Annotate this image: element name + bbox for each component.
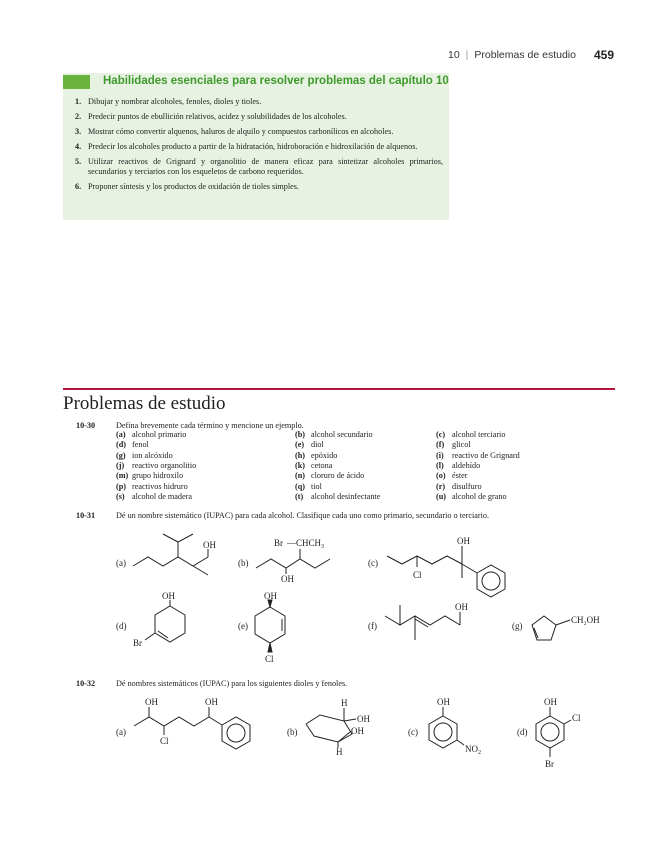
term-letter: (q): [295, 481, 306, 491]
term-text: tiol: [311, 481, 322, 491]
term-letter: (a): [116, 430, 126, 439]
term-text: cetona: [311, 460, 333, 470]
term-letter: (c): [436, 430, 446, 439]
term-text: diol: [311, 440, 324, 450]
term-letter: (g): [116, 450, 126, 460]
atom-label: OH: [457, 536, 470, 546]
subscript: 2: [478, 750, 481, 756]
term-letter: (d): [116, 440, 127, 450]
problem-text: Defina brevemente cada término y mencione un ejemplo.: [116, 421, 304, 430]
atom-label: OH: [455, 602, 468, 612]
term-text: alcohol secundario: [311, 430, 373, 439]
equatorial-bond: [338, 732, 350, 742]
problem-number: 10-31: [76, 511, 96, 520]
structure-label: (g): [512, 621, 523, 631]
header-separator: |: [465, 49, 469, 61]
atom-label: CH₂OH: [571, 615, 600, 625]
atom-label: OH: [357, 714, 370, 724]
atom-label: Br: [133, 638, 142, 648]
term-text: alcohol terciario: [452, 430, 506, 439]
problem-number: 10-32: [76, 679, 96, 688]
atom-label: —CHCH: [287, 538, 322, 548]
structure-label: (d): [116, 621, 127, 631]
structure-label: (f): [368, 621, 377, 631]
skill-number: 5.: [75, 157, 82, 166]
wedge-bond: [268, 600, 272, 607]
atom-label: Cl: [572, 713, 581, 723]
term-text: éster: [452, 471, 468, 481]
term-text: reactivo organolitio: [132, 460, 197, 470]
structure-b-chain: [256, 559, 330, 568]
structure-label: (b): [238, 558, 249, 568]
skill-text: Mostrar cómo convertir alquenos, haluros de alquilo y compuestos carbonílicos en alcoholes.: [88, 127, 394, 136]
equatorial-bond: [344, 719, 356, 721]
atom-label: OH: [264, 591, 277, 601]
structure-g-bond: [556, 620, 570, 625]
skill-text: Utilizar reactivos de Grignard y organolitio de manera eficaz para sintetizar alcoholes primarios, secundarios y terciarios con los esqueletos de carbono requeridos.: [88, 157, 443, 176]
term-letter: (f): [436, 440, 445, 450]
term-text: alcohol desinfectante: [311, 491, 381, 501]
page-number: 459: [593, 48, 614, 62]
structure-a-bond: [193, 566, 208, 575]
atom-label: Cl: [265, 654, 274, 664]
term-letter: (n): [295, 471, 306, 481]
term-text: alcohol primario: [132, 430, 187, 439]
aromatic-circle: [541, 723, 559, 741]
aromatic-circle: [482, 572, 500, 590]
term-letter: (o): [436, 471, 446, 481]
term-letter: (e): [295, 440, 305, 450]
structure-label: (d): [517, 727, 528, 737]
skill-text: Predecir los alcoholes producto a partir de la hidratación, hidroboración e hidroxilación de alquenos.: [88, 142, 418, 151]
atom-label: [465, 744, 481, 756]
problems-title: Problemas de estudio: [63, 393, 226, 414]
structure-label: (e): [238, 621, 248, 631]
structure-d-br-bond: [145, 633, 155, 640]
term-letter: (k): [295, 460, 306, 470]
skills-title: Habilidades esenciales para resolver problemas del capítulo 10: [103, 75, 449, 87]
structure-label: (c): [368, 558, 378, 568]
term-letter: (b): [295, 430, 306, 439]
term-letter: (h): [295, 450, 306, 460]
atom-label: H: [336, 747, 343, 757]
structure-a-bond: [163, 534, 178, 542]
term-text: reactivo de Grignard: [452, 450, 520, 460]
term-text: ion alcóxido: [132, 450, 173, 460]
term-text: cloruro de ácido: [311, 471, 365, 481]
term-letter: (u): [436, 491, 447, 501]
problem-number: 10-30: [76, 421, 96, 430]
aromatic-circle: [434, 723, 452, 741]
term-letter: (j): [116, 460, 125, 470]
structure-label: (c): [408, 727, 418, 737]
term-letter: (r): [436, 481, 446, 491]
cyclopentene-ring: [532, 616, 556, 640]
atom-label: Br: [545, 759, 554, 769]
chair-ring: [306, 715, 352, 742]
term-letter: (p): [116, 481, 127, 491]
term-text: disulfuro: [452, 481, 482, 491]
skill-text: Dibujar y nombrar alcoholes, fenoles, dioles y tioles.: [88, 97, 262, 106]
structure-32d-cl-bond: [564, 720, 571, 724]
wedge-bond: [268, 643, 272, 652]
skill-text: Proponer síntesis y los productos de oxidación de tioles simples.: [88, 182, 300, 191]
structure-32a-chain: [134, 717, 209, 726]
term-text: fenol: [132, 440, 149, 450]
subscript: 3: [321, 544, 325, 550]
benzene-ring: [477, 565, 505, 597]
structure-label: (a): [116, 727, 126, 737]
cyclohexene-ring: [155, 606, 185, 642]
term-letter: (m): [116, 471, 129, 481]
problem-text: Dé nombres sistemáticos (IUPAC) para los siguientes dioles y fenoles.: [116, 679, 348, 688]
term-text: alcohol de grano: [452, 491, 507, 501]
structure-c-chain: [387, 556, 462, 564]
chapter-number: 10: [447, 49, 460, 61]
skill-text: Predecir puntos de ebullición relativos, acidez y solubilidades de los alcoholes.: [88, 112, 347, 121]
section-name: Problemas de estudio: [474, 49, 576, 61]
benzene-ring: [536, 716, 564, 748]
atom-label: OH: [205, 697, 218, 707]
cyclohexene-ring: [255, 607, 285, 643]
atom-label: [286, 538, 324, 550]
double-bond: [158, 631, 168, 638]
atom-label: OH: [281, 574, 294, 584]
atom-label: OH: [203, 540, 216, 550]
skill-number: 6.: [75, 182, 82, 191]
benzene-ring: [222, 717, 250, 749]
atom-label: OH: [351, 726, 364, 736]
skill-number: 4.: [75, 142, 82, 151]
atom-label: NO: [465, 744, 478, 754]
structure-a-branch: [178, 534, 193, 557]
term-letter: (s): [116, 491, 125, 501]
term-letter: (t): [295, 491, 304, 501]
structure-c-bond: [462, 564, 477, 573]
atom-label: Cl: [160, 736, 169, 746]
term-text: glicol: [452, 440, 471, 450]
structure-a-chain: [133, 557, 208, 566]
structure-32c-no2-bond: [457, 740, 464, 745]
atom-label: OH: [544, 697, 557, 707]
skill-number: 1.: [75, 97, 82, 106]
atom-label: OH: [162, 591, 175, 601]
atom-label: Cl: [413, 570, 422, 580]
problem-text: Dé un nombre sistemático (IUPAC) para cada alcohol. Clasifique cada uno como primario, secundario o terciario.: [116, 511, 490, 520]
structure-label: (b): [287, 727, 298, 737]
skill-number: 2.: [75, 112, 82, 121]
skill-number: 3.: [75, 127, 82, 136]
term-text: reactivos hidruro: [132, 481, 188, 491]
term-letter: (l): [436, 460, 444, 470]
term-text: epóxido: [311, 450, 338, 460]
atom-label: Br: [274, 538, 283, 548]
atom-label: OH: [437, 697, 450, 707]
term-letter: (i): [436, 450, 444, 460]
term-text: grupo hidroxilo: [132, 471, 184, 481]
structure-32a-bond: [209, 717, 222, 725]
atom-label: OH: [145, 697, 158, 707]
structure-label: (a): [116, 558, 126, 568]
aromatic-circle: [227, 724, 245, 742]
atom-label: H: [341, 698, 348, 708]
term-text: aldehído: [452, 460, 481, 470]
benzene-ring: [429, 716, 457, 748]
term-text: alcohol de madera: [132, 491, 193, 501]
